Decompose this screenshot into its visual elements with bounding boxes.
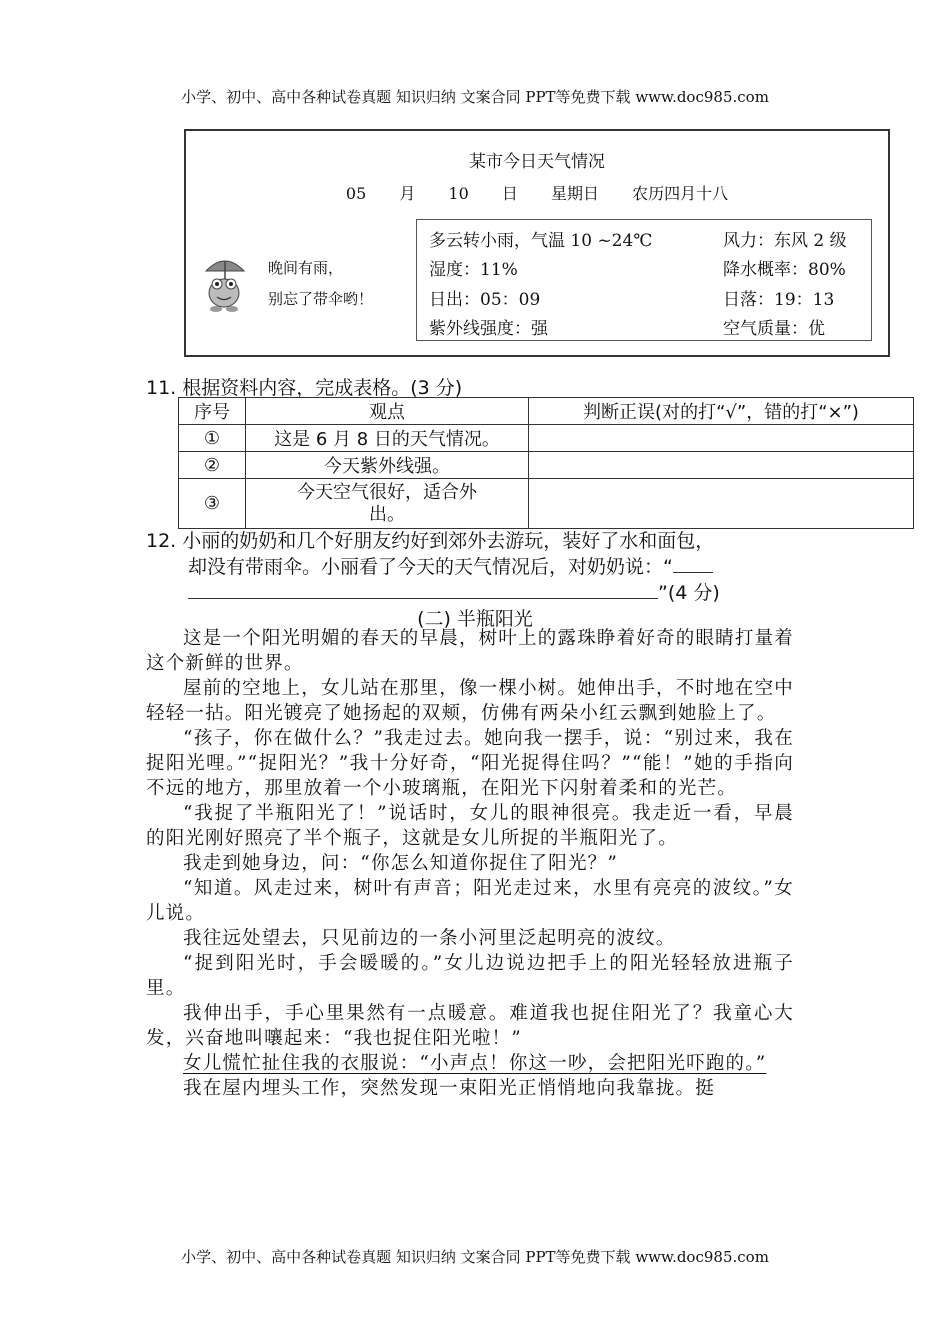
story-paragraph: “捉到阳光时，手会暖暖的。”女儿边说边把手上的阳光轻轻放进瓶子里。 xyxy=(146,953,794,999)
story-paragraph: “孩子，你在做什么？”我走过去。她向我一摆手，说：“别过来，我在捉阳光哩。”“捉阳光？”我十分好奇，“阳光捉得住吗？”“能！”她的手指向不远的地方，那里放着一个小玻璃瓶，在阳光下闪射着柔和的光芒。 xyxy=(146,728,794,799)
q12-line2-wrap xyxy=(188,552,713,579)
col-header-view: 观点 xyxy=(246,398,529,425)
answer-cell[interactable] xyxy=(529,452,914,479)
weather-wind: 风力：东风 2 级 xyxy=(723,231,847,251)
weather-tip xyxy=(268,253,373,315)
col-header-no: 序号 xyxy=(179,398,246,425)
weather-date: 05 月 10 日 xyxy=(345,184,518,203)
story-paragraph: 我在屋内埋头工作，突然发现一束阳光正悄悄地向我靠拢。挺 xyxy=(183,1078,715,1099)
weather-title: 某市今日天气情况 xyxy=(469,152,605,172)
table-row xyxy=(179,452,914,479)
q12-line3-end: ”(4 分) xyxy=(658,582,720,604)
story-paragraph: 我走到她身边，问：“你怎么知道你捉住了阳光？” xyxy=(183,853,619,874)
frog-umbrella-icon xyxy=(200,249,250,313)
col-header-judge: 判断正误(对的打“√”，错的打“×”) xyxy=(529,398,914,425)
q12-blank-start[interactable] xyxy=(673,556,713,573)
q12-line1: 12. 小丽的奶奶和几个好朋友约好到郊外去游玩，装好了水和面包， xyxy=(146,530,715,552)
q12-line3-wrap xyxy=(188,578,720,605)
page-footer: 小学、初中、高中各种试卷真题 知识归纳 文案合同 PPT等免费下载 www.doc985.com xyxy=(181,1248,769,1266)
row-no: ② xyxy=(179,452,246,479)
weather-lunar: 农历四月十八 xyxy=(632,184,729,203)
story-paragraph-underlined xyxy=(146,1051,794,1076)
table-row xyxy=(179,479,914,529)
row-view: 这是 6 月 8 日的天气情况。 xyxy=(246,425,529,452)
page-header: 小学、初中、高中各种试卷真题 知识归纳 文案合同 PPT等免费下载 www.doc985.com xyxy=(181,88,769,106)
story-paragraph: “知道。风走过来，树叶有声音；阳光走过来，水里有亮亮的波纹。”女儿说。 xyxy=(146,878,794,924)
story-paragraph: 我伸出手，手心里果然有一点暖意。难道我也捉住阳光了？我童心大发，兴奋地叫嚷起来：“我也捉住阳光啦！” xyxy=(146,1003,794,1049)
weather-sunrise: 日出：05：09 xyxy=(429,290,541,310)
underlined-sentence: 女儿慌忙扯住我的衣服说：“小声点！你这一吵，会把阳光吓跑的。” xyxy=(183,1053,767,1074)
weather-details xyxy=(416,219,872,341)
row-no: ③ xyxy=(179,479,246,529)
weather-condition: 多云转小雨，气温 10 ~24℃ xyxy=(429,231,653,251)
weather-date-row xyxy=(186,181,888,204)
row-view: 今天空气很好，适合外出。 xyxy=(246,479,529,529)
q12-line2: 却没有带雨伞。小丽看了今天的天气情况后，对奶奶说：“ xyxy=(188,556,673,578)
weather-panel xyxy=(184,129,890,357)
weather-tip-line1: 晚间有雨， xyxy=(268,259,344,277)
story-paragraph: 屋前的空地上，女儿站在那里，像一棵小树。她伸出手，不时地在空中轻轻一拈。阳光镀亮了她扬起的双颊，仿佛有两朵小红云飘到她脸上了。 xyxy=(146,678,794,724)
row-view: 今天紫外线强。 xyxy=(246,452,529,479)
story-body xyxy=(146,626,794,1101)
story-paragraph: “我捉了半瓶阳光了！”说话时，女儿的眼神很亮。我走近一看，早晨的阳光刚好照亮了半个瓶子，这就是女儿所捉的半瓶阳光了。 xyxy=(146,803,794,849)
q11-table xyxy=(178,397,914,529)
weather-rain-prob: 降水概率：80% xyxy=(723,260,846,280)
weather-sunset: 日落：19：13 xyxy=(723,290,835,310)
answer-cell[interactable] xyxy=(529,479,914,529)
weather-weekday: 星期日 xyxy=(550,184,599,203)
row-no: ① xyxy=(179,425,246,452)
answer-cell[interactable] xyxy=(529,425,914,452)
weather-tip-line2: 别忘了带伞哟！ xyxy=(268,290,374,308)
table-row xyxy=(179,425,914,452)
story-paragraph: 我往远处望去，只见前边的一条小河里泛起明亮的波纹。 xyxy=(183,928,676,949)
q12-blank[interactable] xyxy=(188,582,658,599)
weather-air: 空气质量：优 xyxy=(723,319,825,339)
section-title: (二) 半瓶阳光 xyxy=(417,608,533,630)
weather-humidity: 湿度：11% xyxy=(429,260,518,280)
q11-prompt: 11. 根据资料内容，完成表格。(3 分) xyxy=(146,377,463,399)
story-paragraph: 这是一个阳光明媚的春天的早晨，树叶上的露珠睁着好奇的眼睛打量着这个新鲜的世界。 xyxy=(146,628,794,674)
table-header-row xyxy=(179,398,914,425)
weather-uv: 紫外线强度：强 xyxy=(429,319,548,339)
